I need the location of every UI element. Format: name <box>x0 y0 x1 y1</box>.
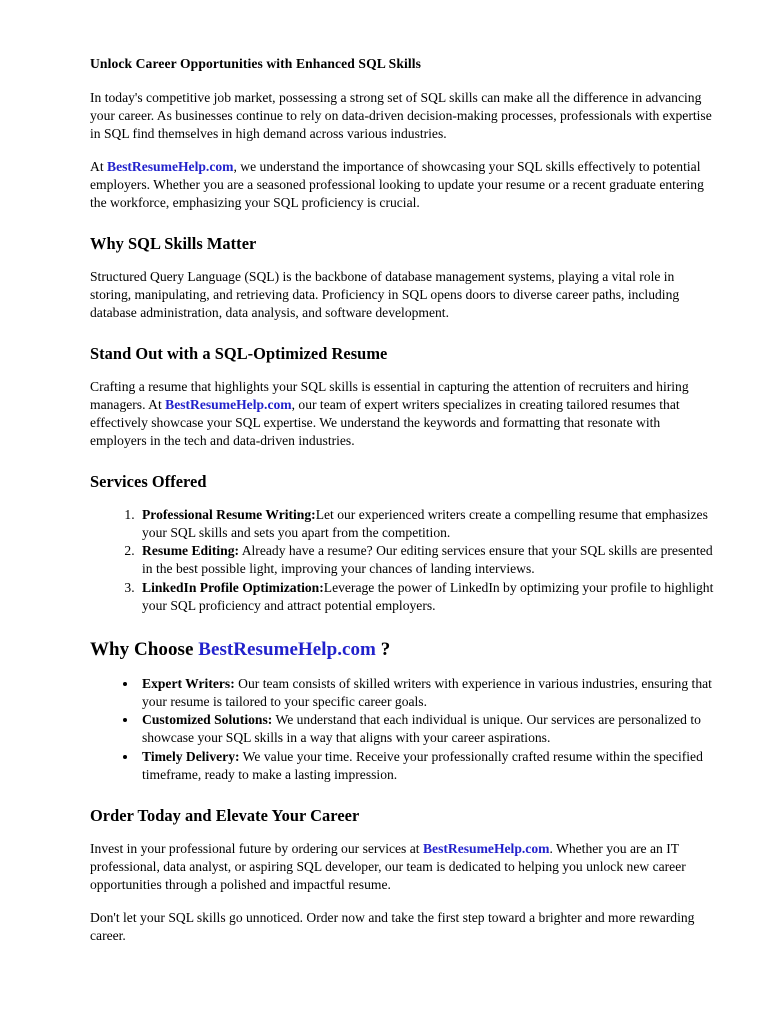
stand-out-prefix: Crafting a resume that highlights your SQL skills is essential in capturing the attention of recruiters and hiring managers. At <box>90 378 689 412</box>
page-title: Unlock Career Opportunities with Enhanced SQL Skills <box>90 56 422 71</box>
brand-link[interactable]: BestResumeHelp.com <box>165 396 292 412</box>
stand-out-suffix: , our team of expert writers specializes in creating tailored resumes that effectively showcase your SQL expertise. We understand the keywords and formatting that resonate with employers in the tech and data-driven industries. <box>90 396 680 448</box>
list-item <box>138 711 718 747</box>
why-choose-list <box>90 675 718 784</box>
document-content <box>90 56 718 960</box>
services-list <box>90 506 718 615</box>
brand-link[interactable]: BestResumeHelp.com <box>198 638 376 660</box>
list-item <box>138 506 718 542</box>
stand-out-paragraph <box>90 378 718 450</box>
brand-intro-paragraph <box>90 158 718 212</box>
benefit-term: Customized Solutions: <box>142 712 273 728</box>
benefit-description: We understand that each individual is unique. Our services are personalized to showcase your SQL skills in a way that aligns with your career aspirations. <box>142 712 701 746</box>
benefit-description: Our team consists of skilled writers with experience in various industries, ensuring that your resume is tailored to your specific career goals. <box>142 675 712 709</box>
list-item <box>138 748 718 784</box>
brand-link[interactable]: BestResumeHelp.com <box>422 840 550 856</box>
service-term: Resume Editing: <box>142 543 240 559</box>
heading-why-sql-skills-matter: Why SQL Skills Matter <box>90 234 257 254</box>
service-term: LinkedIn Profile Optimization: <box>142 579 324 595</box>
order-paragraph <box>90 840 718 894</box>
brand-link[interactable]: BestResumeHelp.com <box>107 159 234 175</box>
service-description: Let our experienced writers create a compelling resume that emphasizes your SQL skills and sets you apart from the competition. <box>142 506 708 540</box>
why-choose-suffix: ? <box>375 638 391 660</box>
list-item <box>138 579 718 615</box>
heading-order-today: Order Today and Elevate Your Career <box>90 806 360 826</box>
why-choose-prefix: Why Choose <box>90 638 199 660</box>
heading-stand-out: Stand Out with a SQL-Optimized Resume <box>90 344 388 364</box>
benefit-term: Expert Writers: <box>142 675 235 691</box>
list-item <box>138 675 718 711</box>
brand-intro-suffix: , we understand the importance of showcasing your SQL skills effectively to potential employers. Whether you are a seasoned professional looking to update your resume or a recent graduate entering the workforce, emphasizing your SQL proficiency is crucial. <box>90 159 704 211</box>
list-item <box>138 542 718 578</box>
order-prefix: Invest in your professional future by ordering our services at <box>90 840 423 856</box>
intro-paragraph: In today's competitive job market, possessing a strong set of SQL skills can make all the difference in advancing your career. As businesses continue to rely on data-driven decision-making processes, professionals with expertise in SQL find themselves in high demand across various industries. <box>90 89 712 142</box>
service-description: Leverage the power of LinkedIn by optimizing your profile to highlight your SQL proficiency and attract potential employers. <box>142 579 714 613</box>
brand-intro-prefix: At <box>90 159 107 175</box>
service-term: Professional Resume Writing: <box>142 506 316 522</box>
why-matter-paragraph: Structured Query Language (SQL) is the backbone of database management systems, playing a vital role in storing, manipulating, and retrieving data. Proficiency in SQL opens doors to diverse career paths, including database administration, data analysis, and software development. <box>90 268 680 321</box>
benefit-description: We value your time. Receive your professionally crafted resume within the specified timeframe, ready to make a lasting impression. <box>142 749 703 783</box>
closing-paragraph: Don't let your SQL skills go unnoticed. Order now and take the first step toward a brighter and more rewarding career. <box>90 909 695 943</box>
service-description: Already have a resume? Our editing services ensure that your SQL skills are presented in the best possible light, improving your chances of landing interviews. <box>142 543 713 577</box>
heading-services-offered: Services Offered <box>90 472 207 491</box>
benefit-term: Timely Delivery: <box>142 749 240 765</box>
order-suffix: . Whether you are an IT professional, data analyst, or aspiring SQL developer, our team is dedicated to helping you unlock new career opportunities through a polished and impactful resume. <box>90 840 686 892</box>
heading-why-choose <box>90 638 718 662</box>
